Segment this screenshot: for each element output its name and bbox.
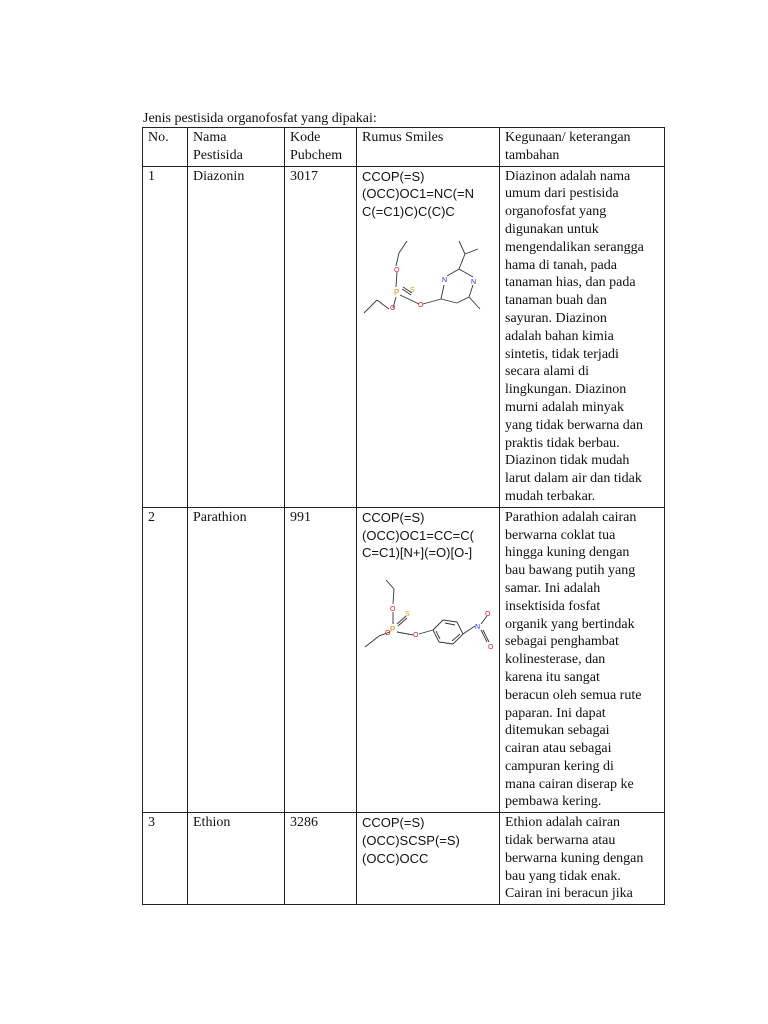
table-row <box>143 813 665 905</box>
header-desc <box>500 128 665 167</box>
svg-text:N: N <box>471 278 477 286</box>
cell-no: 1 <box>143 166 188 507</box>
cell-smiles <box>357 166 500 507</box>
cell-smiles <box>357 507 500 813</box>
desc-line: paparan. Ini dapat <box>505 705 606 721</box>
desc-line: digunakan untuk <box>505 221 599 237</box>
svg-text:O: O <box>413 632 419 640</box>
svg-text:O: O <box>394 266 400 274</box>
desc-line: bau yang tidak enak. <box>505 868 621 884</box>
desc-line: campuran kering di <box>505 758 614 774</box>
svg-text:O: O <box>488 644 494 652</box>
desc-line: tidak berwarna atau <box>505 833 616 849</box>
smiles-line: C=C1)[N+](=O)[O-] <box>362 545 473 561</box>
desc-line: berwarna coklat tua <box>505 527 616 543</box>
desc-line: mengendalikan serangga <box>505 239 644 255</box>
smiles-line: (OCC)OCC <box>362 850 429 866</box>
svg-text:O: O <box>385 630 391 638</box>
desc-line: tanaman buah dan <box>505 293 607 309</box>
desc-line: tanaman hias, dan pada <box>505 275 636 291</box>
cell-name: Diazonin <box>188 166 285 507</box>
table-caption: Jenis pestisida organofosfat yang dipakai: <box>143 111 377 126</box>
header-code-line: Pubchem <box>290 147 343 163</box>
desc-line: berwarna kuning dengan <box>505 850 644 866</box>
desc-line: praktis tidak berbau. <box>505 435 620 451</box>
desc-line: Diazinon tidak mudah <box>505 453 630 469</box>
desc-line: Diazinon adalah nama <box>505 168 631 184</box>
cell-name: Parathion <box>188 507 285 813</box>
smiles-line: CCOP(=S) <box>362 509 425 525</box>
cell-smiles <box>357 813 500 905</box>
desc-line: yang tidak berwarna dan <box>505 417 643 433</box>
svg-text:O: O <box>418 301 424 309</box>
header-desc-line: tambahan <box>505 147 560 163</box>
desc-line: hama di tanah, pada <box>505 257 617 273</box>
cell-code: 991 <box>285 507 357 813</box>
desc-line: organik yang bertindak <box>505 616 635 632</box>
desc-line: mudah terbakar. <box>505 488 596 504</box>
desc-line: ditemukan sebagai <box>505 723 610 739</box>
desc-line: hingga kuning dengan <box>505 545 630 561</box>
desc-line: beracun oleh semua rute <box>505 687 642 703</box>
cell-no: 2 <box>143 507 188 813</box>
cell-desc <box>500 507 665 813</box>
desc-line: secara alami di <box>505 364 589 380</box>
cell-code: 3017 <box>285 166 357 507</box>
svg-text:S: S <box>405 611 410 619</box>
desc-line: sayuran. Diazinon <box>505 310 607 326</box>
table-row <box>143 507 665 813</box>
desc-line: murni adalah minyak <box>505 399 624 415</box>
svg-text:S: S <box>410 286 415 294</box>
cell-desc <box>500 166 665 507</box>
svg-text:O: O <box>485 611 491 619</box>
svg-text:O: O <box>390 304 396 312</box>
desc-line: umum dari pestisida <box>505 186 619 202</box>
desc-line: pembawa kering. <box>505 794 602 810</box>
desc-line: mana cairan diserap ke <box>505 776 634 792</box>
smiles-line: CCOP(=S) <box>362 168 425 184</box>
header-code <box>285 128 357 167</box>
parathion-structure-icon <box>363 576 495 656</box>
smiles-line: CCOP(=S) <box>362 815 425 831</box>
desc-line: sebagai penghambat <box>505 634 619 650</box>
desc-line: larut dalam air dan tidak <box>505 471 642 487</box>
desc-line: karena itu sangat <box>505 669 600 685</box>
desc-line: organofosfat yang <box>505 204 607 220</box>
desc-line: adalah bahan kimia <box>505 328 614 344</box>
diazinon-structure-icon <box>363 235 495 335</box>
svg-text:P: P <box>390 625 396 635</box>
desc-line: insektisida fosfat <box>505 598 601 614</box>
table-row <box>143 166 665 507</box>
desc-line: kolinesterase, dan <box>505 652 606 668</box>
smiles-line: (OCC)OC1=CC=C( <box>362 527 474 543</box>
smiles-line: (OCC)OC1=NC(=N <box>362 186 474 202</box>
header-name <box>188 128 285 167</box>
smiles-line: C(=C1)C)C(C)C <box>362 204 455 220</box>
svg-text:P: P <box>394 287 400 297</box>
header-desc-line: Kegunaan/ keterangan <box>505 130 631 145</box>
header-name-line: Nama <box>193 130 227 145</box>
cell-code: 3286 <box>285 813 357 905</box>
desc-line: Ethion adalah cairan <box>505 815 621 831</box>
smiles-line: (OCC)SCSP(=S) <box>362 833 460 849</box>
header-no: No. <box>143 128 188 167</box>
cell-no: 3 <box>143 813 188 905</box>
table-header-row <box>143 128 665 167</box>
desc-line: lingkungan. Diazinon <box>505 382 627 398</box>
pesticide-table <box>142 127 665 905</box>
cell-name: Ethion <box>188 813 285 905</box>
desc-line: Parathion adalah cairan <box>505 509 637 525</box>
svg-text:N: N <box>442 276 448 284</box>
header-name-line: Pestisida <box>193 147 243 163</box>
header-smiles: Rumus Smiles <box>357 128 500 167</box>
svg-text:N: N <box>475 624 481 632</box>
desc-line: samar. Ini adalah <box>505 580 601 596</box>
desc-line: cairan atau sebagai <box>505 741 612 757</box>
desc-line: bau bawang putih yang <box>505 563 636 579</box>
svg-text:O: O <box>390 606 396 614</box>
desc-line: sintetis, tidak terjadi <box>505 346 619 362</box>
desc-line: Cairan ini beracun jika <box>505 886 633 902</box>
header-code-line: Kode <box>290 130 321 145</box>
cell-desc <box>500 813 665 905</box>
